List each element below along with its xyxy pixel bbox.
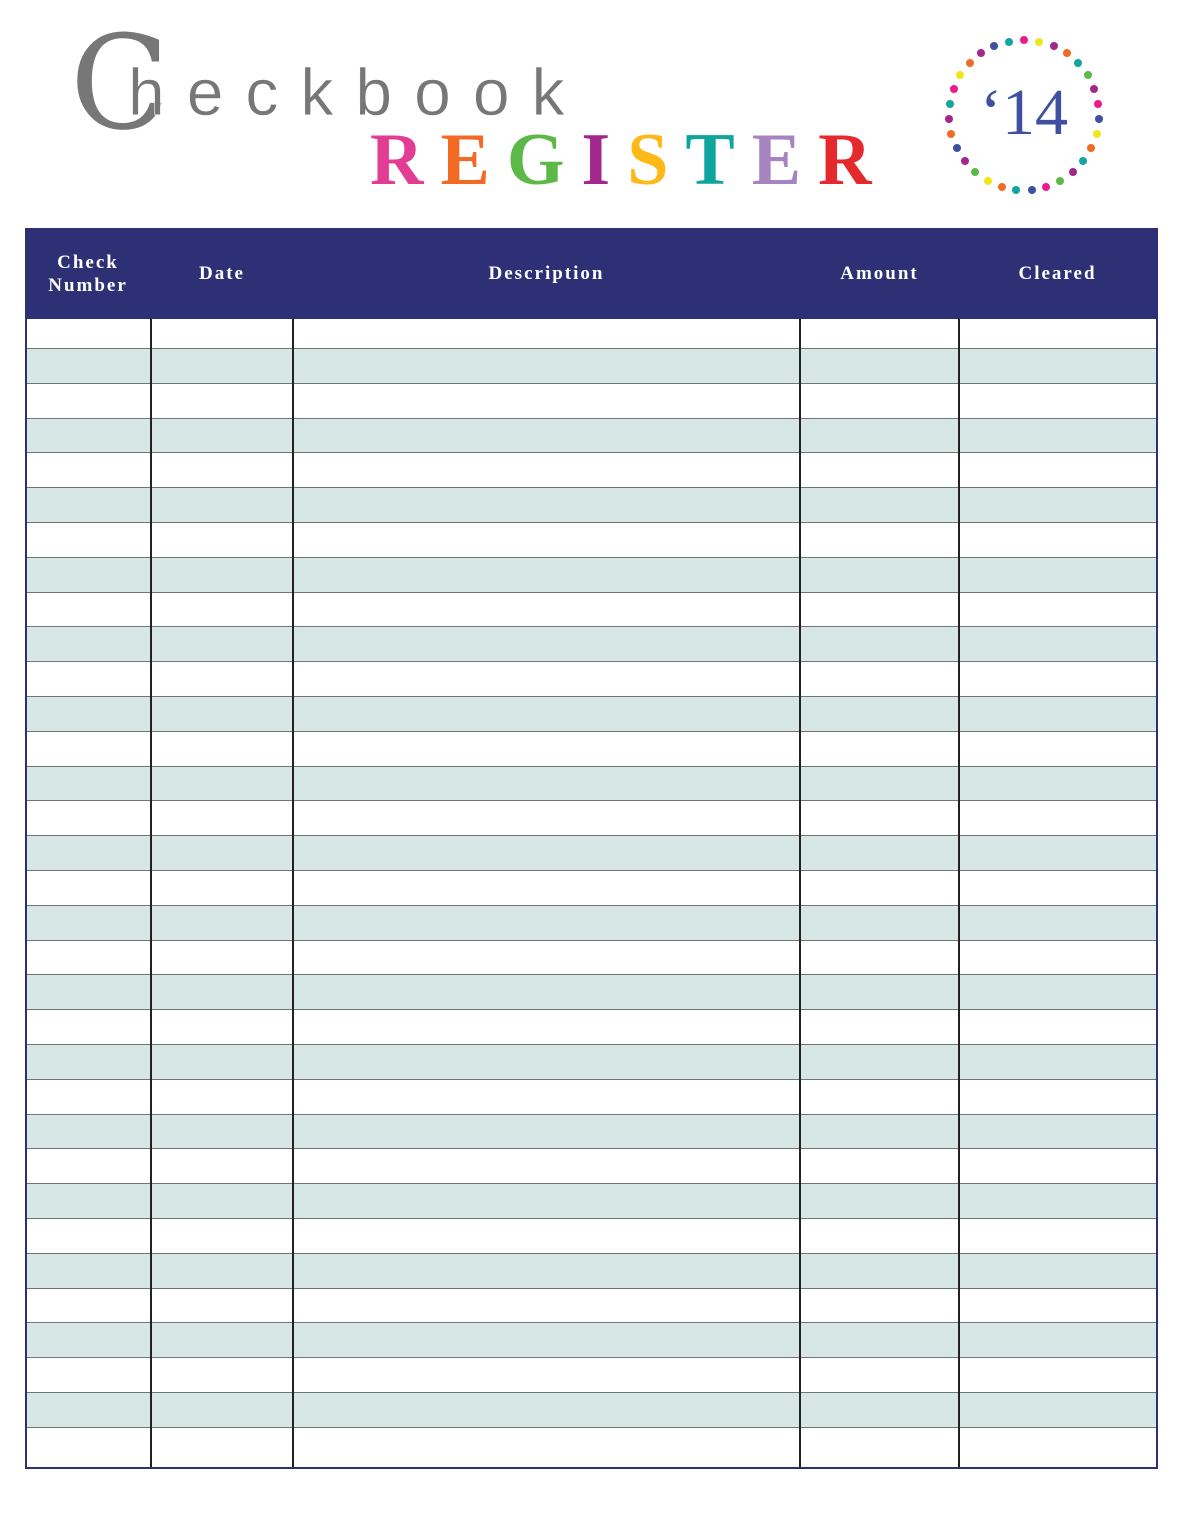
badge-dot <box>1028 186 1036 194</box>
column-divider <box>958 319 960 1467</box>
table-row[interactable] <box>27 627 1156 662</box>
table-row[interactable] <box>27 1010 1156 1045</box>
table-row[interactable] <box>27 384 1156 419</box>
table-row[interactable] <box>27 975 1156 1010</box>
table-row[interactable] <box>27 906 1156 941</box>
year-badge <box>944 35 1104 195</box>
register-letter: T <box>685 119 752 201</box>
badge-dot <box>1005 38 1013 46</box>
badge-dot <box>1020 36 1028 44</box>
register-letter: S <box>627 119 686 201</box>
badge-dot <box>1084 71 1092 79</box>
badge-dot <box>1074 59 1082 67</box>
table-row[interactable] <box>27 1393 1156 1428</box>
register-letter: I <box>581 119 628 201</box>
register-letter: R <box>818 119 889 201</box>
table-row[interactable] <box>27 488 1156 523</box>
title-initial: C <box>70 7 170 159</box>
badge-dot <box>1094 100 1102 108</box>
column-header-cleared: Cleared <box>1018 263 1097 284</box>
table-row[interactable] <box>27 1289 1156 1324</box>
table-row[interactable] <box>27 871 1156 906</box>
column-header-check-number: Check Number <box>48 251 128 296</box>
table-row[interactable] <box>27 941 1156 976</box>
badge-dot <box>1050 42 1058 50</box>
register-letter: E <box>751 119 819 201</box>
table-row[interactable] <box>27 1045 1156 1080</box>
column-header-description: Description <box>488 263 605 284</box>
table-row[interactable] <box>27 319 1156 349</box>
table-row[interactable] <box>27 523 1156 558</box>
badge-dot <box>946 100 954 108</box>
badge-dot <box>1056 177 1064 185</box>
table-row[interactable] <box>27 767 1156 802</box>
table-body <box>27 319 1156 1467</box>
badge-dot <box>971 168 979 176</box>
register-letter: E <box>440 119 507 201</box>
table-row[interactable] <box>27 662 1156 697</box>
column-header-amount: Amount <box>840 263 919 284</box>
badge-dot <box>990 42 998 50</box>
badge-dot <box>1012 186 1020 194</box>
badge-dot <box>966 59 974 67</box>
column-divider <box>150 319 152 1467</box>
register-table <box>25 228 1158 1469</box>
badge-dot <box>953 144 961 152</box>
badge-dot <box>1093 130 1101 138</box>
table-row[interactable] <box>27 801 1156 836</box>
badge-dot <box>1035 38 1043 46</box>
table-row[interactable] <box>27 349 1156 384</box>
badge-dot <box>1079 157 1087 165</box>
table-row[interactable] <box>27 453 1156 488</box>
table-row[interactable] <box>27 1080 1156 1115</box>
badge-dot <box>977 49 985 57</box>
table-row[interactable] <box>27 1254 1156 1289</box>
table-row[interactable] <box>27 1219 1156 1254</box>
table-row[interactable] <box>27 1115 1156 1150</box>
table-row[interactable] <box>27 1184 1156 1219</box>
table-row[interactable] <box>27 1428 1156 1463</box>
table-row[interactable] <box>27 558 1156 593</box>
year-label: ‘14 <box>980 76 1068 149</box>
badge-dot <box>950 85 958 93</box>
table-row[interactable] <box>27 732 1156 767</box>
badge-dot <box>945 115 953 123</box>
table-row[interactable] <box>27 1358 1156 1393</box>
title-script-text: heckbook <box>128 55 587 129</box>
badge-dot <box>998 183 1006 191</box>
table-row[interactable] <box>27 593 1156 628</box>
register-letter: R <box>370 119 441 201</box>
badge-dot <box>1095 115 1103 123</box>
badge-dot <box>961 157 969 165</box>
column-divider <box>292 319 294 1467</box>
badge-dot <box>1063 49 1071 57</box>
column-header-date: Date <box>199 263 245 284</box>
table-row[interactable] <box>27 419 1156 454</box>
badge-dot <box>1069 168 1077 176</box>
column-divider <box>799 319 801 1467</box>
register-title <box>370 118 889 203</box>
badge-dot <box>984 177 992 185</box>
table-header <box>25 228 1158 319</box>
table-row[interactable] <box>27 1323 1156 1358</box>
register-letter: G <box>506 119 582 201</box>
table-row[interactable] <box>27 1149 1156 1184</box>
table-row[interactable] <box>27 836 1156 871</box>
badge-dot <box>1042 183 1050 191</box>
table-row[interactable] <box>27 697 1156 732</box>
